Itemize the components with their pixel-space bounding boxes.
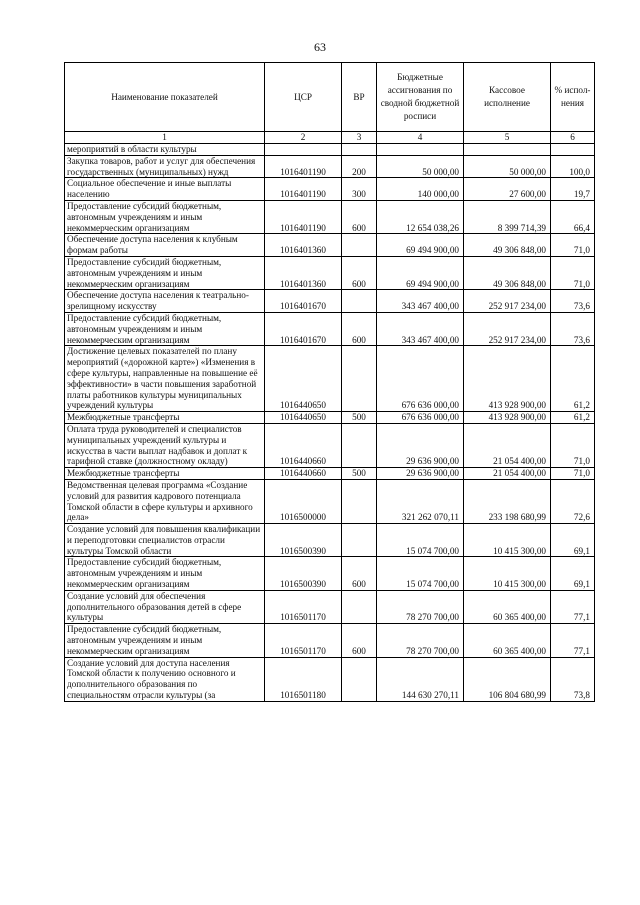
cell-csr: 1016500390 <box>265 524 342 557</box>
cell-vr: 500 <box>342 468 377 480</box>
cell-vr: 500 <box>342 412 377 424</box>
table-row <box>65 312 595 345</box>
cell-name: Социальное обеспечение и иные выплаты населению <box>65 178 265 201</box>
cell-csr: 1016440660 <box>265 423 342 467</box>
cell-csr: 1016501180 <box>265 657 342 701</box>
cell-name: Предоставление субсидий бюджетным, автономным учреждениям и иным некоммерческим организациям <box>65 256 265 289</box>
budget-table <box>64 62 595 702</box>
cell-vr: 300 <box>342 178 377 201</box>
cell-budget: 343 467 400,00 <box>377 290 464 313</box>
cell-cash: 49 306 848,00 <box>464 234 551 257</box>
column-number: 1 <box>65 132 265 144</box>
cell-budget: 676 636 000,00 <box>377 346 464 412</box>
cell-csr: 1016440650 <box>265 412 342 424</box>
cell-vr <box>342 590 377 623</box>
column-number: 5 <box>464 132 551 144</box>
cell-name: Создание условий для повышения квалификации и переподготовки специалистов отрасли культуры Томской области <box>65 524 265 557</box>
cell-pct: 77,1 <box>551 590 595 623</box>
table-row <box>65 524 595 557</box>
cell-pct: 71,0 <box>551 468 595 480</box>
header-name: Наименование показателей <box>65 63 265 132</box>
cell-vr <box>342 144 377 156</box>
cell-vr <box>342 290 377 313</box>
cell-pct: 69,1 <box>551 524 595 557</box>
header-pct: % испол-нения <box>551 63 595 132</box>
cell-csr: 1016500000 <box>265 479 342 523</box>
table-row <box>65 178 595 201</box>
table-row <box>65 144 595 156</box>
table-row <box>65 200 595 233</box>
cell-cash: 252 917 234,00 <box>464 312 551 345</box>
cell-budget <box>377 144 464 156</box>
cell-csr: 1016401190 <box>265 155 342 178</box>
cell-budget: 12 654 038,26 <box>377 200 464 233</box>
cell-pct: 71,0 <box>551 256 595 289</box>
cell-pct: 71,0 <box>551 234 595 257</box>
column-number-row <box>65 132 595 144</box>
cell-cash: 106 804 680,99 <box>464 657 551 701</box>
cell-cash: 10 415 300,00 <box>464 524 551 557</box>
cell-budget: 144 630 270,11 <box>377 657 464 701</box>
cell-vr <box>342 423 377 467</box>
cell-budget: 343 467 400,00 <box>377 312 464 345</box>
cell-csr: 1016401670 <box>265 290 342 313</box>
cell-name: Предоставление субсидий бюджетным, автономным учреждениям и иным некоммерческим организациям <box>65 312 265 345</box>
cell-name: Ведомственная целевая программа «Создание условий для развития кадрового потенциала Томской области в сфере культуры и архивного дела» <box>65 479 265 523</box>
header-cash: Кассовое исполнение <box>464 63 551 132</box>
cell-name: Создание условий для обеспечения дополнительного образования детей в сфере культуры <box>65 590 265 623</box>
cell-vr: 600 <box>342 624 377 657</box>
cell-vr: 600 <box>342 256 377 289</box>
cell-vr <box>342 657 377 701</box>
header-vr: ВР <box>342 63 377 132</box>
cell-budget: 69 494 900,00 <box>377 256 464 289</box>
table-row <box>65 412 595 424</box>
cell-cash: 413 928 900,00 <box>464 412 551 424</box>
column-number: 2 <box>265 132 342 144</box>
cell-pct: 73,8 <box>551 657 595 701</box>
cell-pct: 100,0 <box>551 155 595 178</box>
column-number: 4 <box>377 132 464 144</box>
cell-cash: 60 365 400,00 <box>464 624 551 657</box>
table-row <box>65 256 595 289</box>
table-row <box>65 423 595 467</box>
cell-budget: 140 000,00 <box>377 178 464 201</box>
cell-vr <box>342 234 377 257</box>
table-row <box>65 155 595 178</box>
cell-name: Закупка товаров, работ и услуг для обеспечения государственных (муниципальных) нужд <box>65 155 265 178</box>
table-row <box>65 346 595 412</box>
cell-vr: 600 <box>342 200 377 233</box>
table-row <box>65 468 595 480</box>
table-row <box>65 479 595 523</box>
cell-csr: 1016501170 <box>265 590 342 623</box>
cell-csr: 1016401360 <box>265 256 342 289</box>
cell-budget: 78 270 700,00 <box>377 624 464 657</box>
cell-vr <box>342 479 377 523</box>
cell-csr <box>265 144 342 156</box>
cell-budget: 15 074 700,00 <box>377 524 464 557</box>
cell-budget: 15 074 700,00 <box>377 557 464 590</box>
cell-name: Предоставление субсидий бюджетным, автономным учреждениям и иным некоммерческим организациям <box>65 557 265 590</box>
cell-vr <box>342 346 377 412</box>
cell-pct: 77,1 <box>551 624 595 657</box>
cell-name: Межбюджетные трансферты <box>65 412 265 424</box>
header-budget: Бюджетные ассигнования по сводной бюджетной росписи <box>377 63 464 132</box>
cell-budget: 321 262 070,11 <box>377 479 464 523</box>
cell-csr: 1016401190 <box>265 178 342 201</box>
cell-name: Предоставление субсидий бюджетным, автономным учреждениям и иным некоммерческим организациям <box>65 200 265 233</box>
cell-budget: 676 636 000,00 <box>377 412 464 424</box>
cell-cash: 21 054 400,00 <box>464 468 551 480</box>
cell-budget: 50 000,00 <box>377 155 464 178</box>
table-row <box>65 657 595 701</box>
header-row <box>65 63 595 132</box>
cell-csr: 1016401360 <box>265 234 342 257</box>
cell-csr: 1016501170 <box>265 624 342 657</box>
cell-pct: 61,2 <box>551 346 595 412</box>
cell-pct: 19,7 <box>551 178 595 201</box>
column-number: 3 <box>342 132 377 144</box>
cell-name: Обеспечение доступа населения к клубным формам работы <box>65 234 265 257</box>
table-row <box>65 234 595 257</box>
cell-name: Создание условий для доступа населения Томской области к получению основного и дополнительного образования по специальностям отрасли культуры (за <box>65 657 265 701</box>
table-row <box>65 590 595 623</box>
cell-cash: 50 000,00 <box>464 155 551 178</box>
page-number: 63 <box>314 40 326 54</box>
cell-pct: 69,1 <box>551 557 595 590</box>
cell-pct: 66,4 <box>551 200 595 233</box>
cell-csr: 1016500390 <box>265 557 342 590</box>
cell-csr: 1016401190 <box>265 200 342 233</box>
cell-name: Предоставление субсидий бюджетным, автономным учреждениям и иным некоммерческим организациям <box>65 624 265 657</box>
cell-name: Межбюджетные трансферты <box>65 468 265 480</box>
table-row <box>65 624 595 657</box>
cell-cash: 60 365 400,00 <box>464 590 551 623</box>
cell-cash: 10 415 300,00 <box>464 557 551 590</box>
cell-cash: 8 399 714,39 <box>464 200 551 233</box>
cell-pct: 73,6 <box>551 312 595 345</box>
cell-name: мероприятий в области культуры <box>65 144 265 156</box>
column-number: 6 <box>551 132 595 144</box>
cell-cash: 21 054 400,00 <box>464 423 551 467</box>
cell-cash: 233 198 680,99 <box>464 479 551 523</box>
cell-pct: 71,0 <box>551 423 595 467</box>
cell-csr: 1016440650 <box>265 346 342 412</box>
cell-pct: 73,6 <box>551 290 595 313</box>
cell-cash: 27 600,00 <box>464 178 551 201</box>
cell-csr: 1016401670 <box>265 312 342 345</box>
cell-name: Обеспечение доступа населения к театрально-зрелищному искусству <box>65 290 265 313</box>
cell-cash: 49 306 848,00 <box>464 256 551 289</box>
cell-budget: 78 270 700,00 <box>377 590 464 623</box>
table-row <box>65 290 595 313</box>
cell-pct: 72,6 <box>551 479 595 523</box>
cell-csr: 1016440660 <box>265 468 342 480</box>
cell-cash: 413 928 900,00 <box>464 346 551 412</box>
cell-name: Достижение целевых показателей по плану мероприятий («дорожной карте») «Изменения в сфере культуры, направленные на повышение её эффективности» в части повышения заработной платы работников культуры муниципальных учреждений культуры <box>65 346 265 412</box>
cell-cash <box>464 144 551 156</box>
cell-pct: 61,2 <box>551 412 595 424</box>
cell-vr <box>342 524 377 557</box>
cell-budget: 69 494 900,00 <box>377 234 464 257</box>
cell-budget: 29 636 900,00 <box>377 468 464 480</box>
cell-cash: 252 917 234,00 <box>464 290 551 313</box>
cell-budget: 29 636 900,00 <box>377 423 464 467</box>
cell-name: Оплата труда руководителей и специалистов муниципальных учреждений культуры и искусства в части выплат надбавок и доплат к тарифной ставке (должностному окладу) <box>65 423 265 467</box>
cell-vr: 200 <box>342 155 377 178</box>
cell-vr: 600 <box>342 557 377 590</box>
cell-pct <box>551 144 595 156</box>
cell-vr: 600 <box>342 312 377 345</box>
table-row <box>65 557 595 590</box>
header-csr: ЦСР <box>265 63 342 132</box>
